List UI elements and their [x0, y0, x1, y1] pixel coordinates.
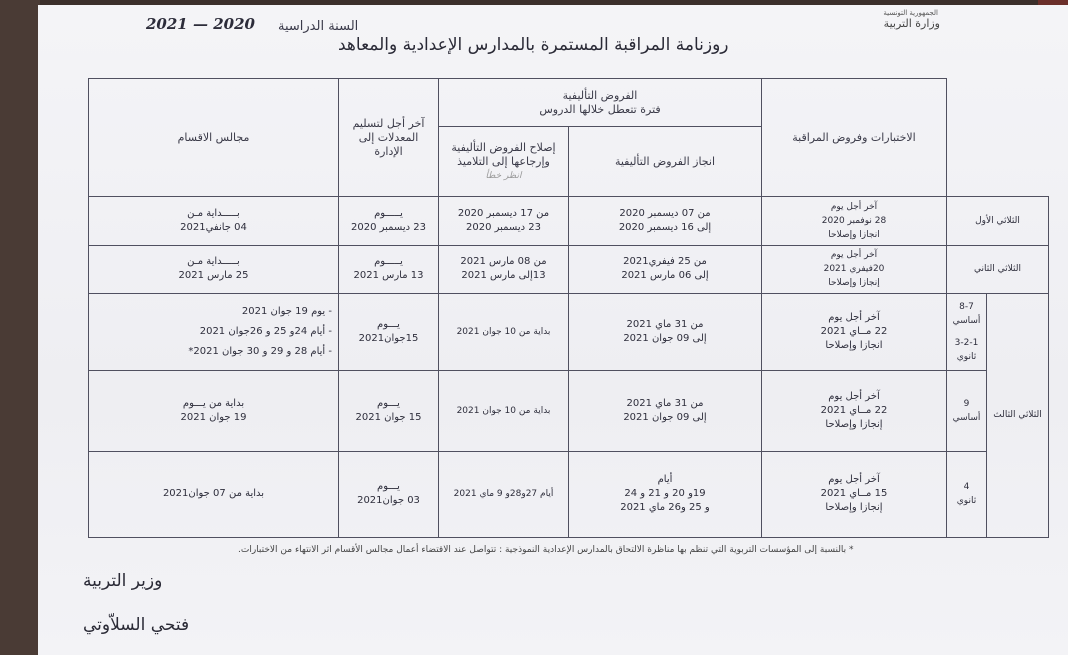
- term-3a-levels: 8-7 أساسي 3-2-1 ثانوي: [947, 293, 987, 370]
- term-3c-councils: بداية من 07 جوان2021: [89, 451, 339, 537]
- republic-label: الجمهورية التونسية: [883, 9, 938, 17]
- header-row-1: [89, 79, 1049, 127]
- row-term-2: [89, 245, 1049, 293]
- schedule-table: [88, 78, 1049, 538]
- paper-sheet: [38, 5, 1068, 655]
- header-do-homework: انجاز الفروض التأليفية: [569, 127, 762, 197]
- row-term-3-c: [89, 451, 1049, 537]
- term-2-label: الثلاثي الثاني: [947, 245, 1049, 293]
- header-deadline: آخر أجل لتسليم المعدلات إلى الإدارة: [339, 79, 439, 197]
- header-correction: إصلاح الفروض التأليفية وإرجاعها إلى التلاميذ انظر خطأ: [439, 127, 569, 197]
- header-corner: [947, 79, 1049, 197]
- document-title: روزنامة المراقبة المستمرة بالمدارس الإعدادية والمعاهد: [338, 35, 729, 55]
- header-councils: مجالس الاقسام: [89, 79, 339, 197]
- footnote: * بالنسبة إلى المؤسسات التربوية التي تنظم بها مناظرة الالتحاق بالمدارس الإعدادية النموذجية : تتواصل عند الاقتضاء أعمال مجالس الأقسام اثر الانتهاء من الاختبارات.: [238, 545, 854, 555]
- school-year-label: السنة الدراسية: [278, 19, 359, 34]
- term-3b-correction: بداية من 10 جوان 2021: [439, 371, 569, 452]
- term-3a-councils: - يوم 19 جوان 2021 - أيام 24و 25 و 26جوان 2021 - أيام 28 و 29 و 30 جوان 2021*: [89, 293, 339, 370]
- term-1-label: الثلاثي الأول: [947, 197, 1049, 245]
- term-3b-councils: بداية من يـــوم 19 جوان 2021: [89, 371, 339, 452]
- row-term-3-b: [89, 371, 1049, 452]
- term-3b-exam: آخر أجل يوم 22 مــاي 2021 إنجازا وإصلاحا: [762, 371, 947, 452]
- term-3c-levels: 4 ثانوي: [947, 451, 987, 537]
- minister-name: فتحي السلاّوتي: [83, 615, 190, 635]
- term-3a-do: من 31 ماي 2021 إلى 09 جوان 2021: [569, 293, 762, 370]
- term-3a-deadline: يـــوم 15جوان2021: [339, 293, 439, 370]
- term-1-exam: آخر أجل يوم 28 نوفمبر 2020 انجازا وإصلاحا: [762, 197, 947, 245]
- handwritten-note: انظر خطأ: [485, 170, 522, 181]
- term-3b-levels: 9 أساسي: [947, 371, 987, 452]
- term-3c-exam: آخر أجل يوم 15 مــاي 2021 إنجازا وإصلاحا: [762, 451, 947, 537]
- term-3b-deadline: يـــوم 15 جوان 2021: [339, 371, 439, 452]
- term-2-councils: بـــــداية مـن 25 مارس 2021: [89, 245, 339, 293]
- term-3b-do: من 31 ماي 2021 إلى 09 جوان 2021: [569, 371, 762, 452]
- header-homework-group: الفروض التأليفية فترة تتعطل خلالها الدروس: [439, 79, 762, 127]
- term-2-deadline: يـــــوم 13 مارس 2021: [339, 245, 439, 293]
- term-3c-do: أيام 19و 20 و 21 و 24 و 25 و26 ماي 2021: [569, 451, 762, 537]
- row-term-1: [89, 197, 1049, 245]
- term-2-correction: من 08 مارس 2021 13إلى مارس 2021: [439, 245, 569, 293]
- term-1-councils: بـــــداية مـن 04 جانفي2021: [89, 197, 339, 245]
- header-exams: الاختبارات وفروض المراقبة: [762, 79, 947, 197]
- term-2-exam: آخر أجل يوم 20فيفري 2021 إنجازا وإصلاحا: [762, 245, 947, 293]
- background-left-edge: [0, 0, 40, 655]
- minister-title: وزير التربية: [83, 571, 163, 591]
- term-1-deadline: يـــــوم 23 ديسمبر 2020: [339, 197, 439, 245]
- term-3c-correction: أيام 27و28و 9 ماي 2021: [439, 451, 569, 537]
- term-3-label: الثلاثي الثالث: [987, 293, 1049, 537]
- term-3a-correction: بداية من 10 جوان 2021: [439, 293, 569, 370]
- row-term-3-a: [89, 293, 1049, 370]
- ministry-label: وزارة التربية: [883, 17, 940, 30]
- school-year-value: 2021 — 2020: [146, 15, 255, 33]
- term-3a-exam: آخر أجل يوم 22 مــاي 2021 انجازا وإصلاحا: [762, 293, 947, 370]
- term-1-correction: من 17 ديسمبر 2020 23 ديسمبر 2020: [439, 197, 569, 245]
- term-3c-deadline: يـــوم 03 جوان2021: [339, 451, 439, 537]
- term-1-do: من 07 ديسمبر 2020 إلى 16 ديسمبر 2020: [569, 197, 762, 245]
- term-2-do: من 25 فيفري2021 إلى 06 مارس 2021: [569, 245, 762, 293]
